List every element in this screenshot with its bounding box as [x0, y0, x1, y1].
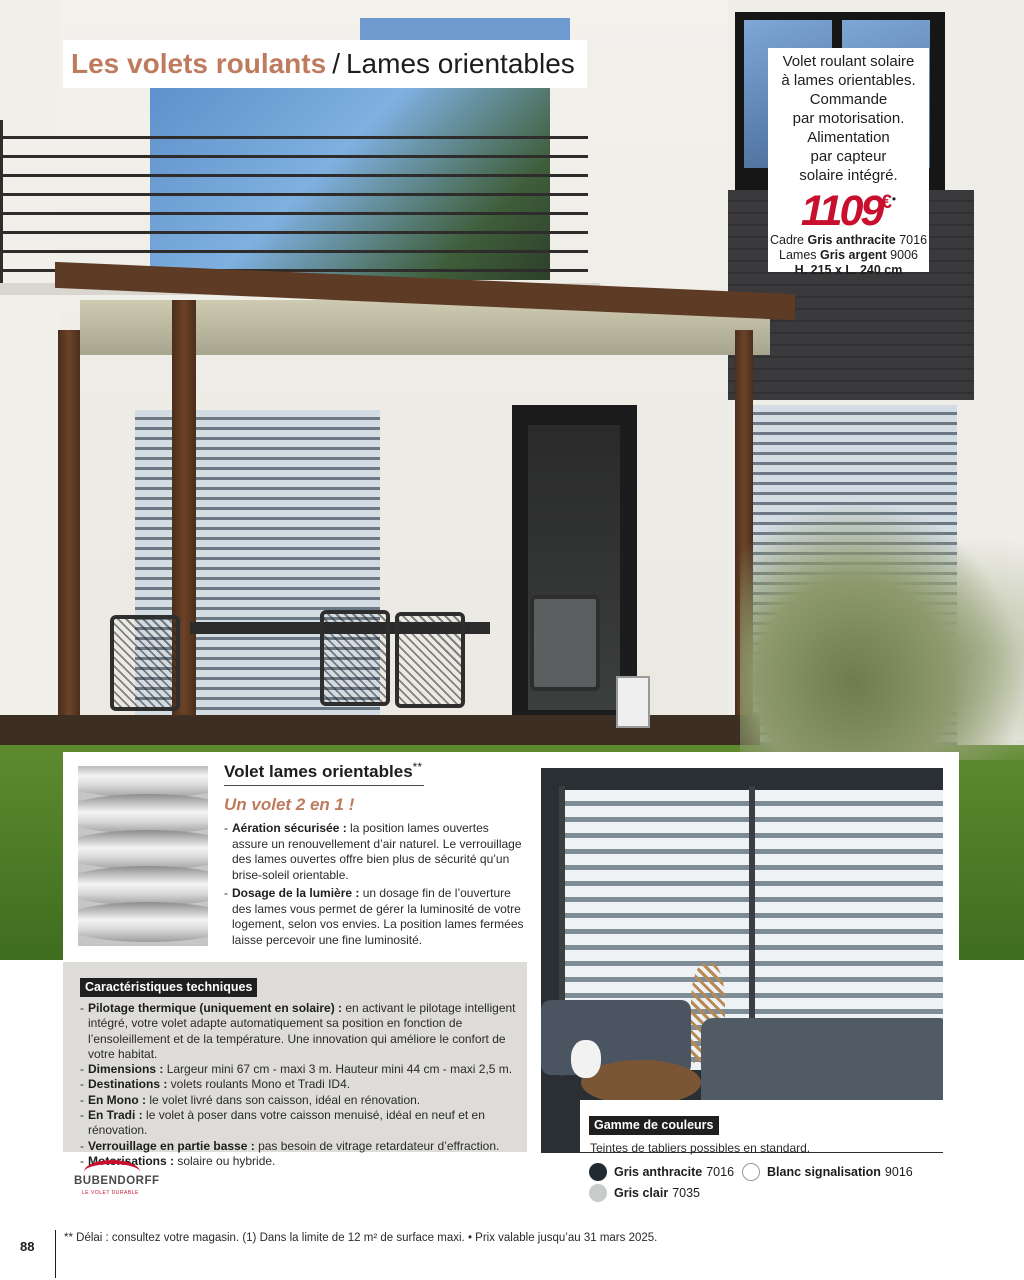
feature-bullet [224, 886, 524, 948]
offer-description-line: à lames orientables. [781, 72, 916, 89]
tech-spec-text: en activant le pilotage intelligent intégré, votre volet adapte automatiquement sa position en fonction de l’ensoleillement et de la température. Une innovation qui améliore le confort de votre habitat. [88, 1001, 516, 1061]
product-title [224, 762, 424, 786]
tech-spec-item [80, 1139, 520, 1154]
garden-chair [110, 615, 180, 711]
bullet-text [224, 886, 524, 948]
tech-spec-label: En Mono : [88, 1092, 146, 1107]
lounge-chair [530, 595, 600, 691]
tech-spec-label: Dimensions : [88, 1062, 164, 1077]
color-name: Gris anthracite [614, 1165, 703, 1179]
product-title-text: Volet lames orientables [224, 762, 413, 781]
product-title-marker: ** [412, 760, 422, 774]
spec-frame [768, 233, 929, 248]
color-swatch-dot [589, 1184, 607, 1202]
page-number: 88 [20, 1239, 35, 1254]
spec-value: Gris argent [820, 248, 887, 262]
bullet-dash: - [80, 1092, 84, 1107]
spec-code: 9006 [886, 248, 918, 262]
bullet-text [224, 821, 524, 883]
price-value: 1109 [800, 187, 882, 235]
slat [78, 830, 208, 870]
bullet-dash: - [80, 1108, 84, 1123]
tech-spec-item [80, 1093, 520, 1108]
page-title [63, 40, 587, 88]
tech-spec-item [80, 1077, 520, 1092]
price-footnote-marker: • [891, 192, 897, 206]
bullet-label: Aération sécurisée : [232, 821, 347, 835]
bullet-dash: - [80, 1001, 84, 1015]
ornamental-grass [740, 500, 1024, 760]
color-swatch-item [589, 1184, 700, 1202]
tech-spec-label: Verrouillage en partie basse : [88, 1138, 255, 1153]
color-swatch-item [589, 1163, 734, 1181]
tech-spec-text: le volet livré dans son caisson, idéal en rénovation. [145, 1092, 421, 1107]
title-separator: / [332, 48, 340, 79]
slat [78, 866, 208, 906]
tech-spec-text: solaire ou hybride. [174, 1153, 276, 1168]
pergola-post [58, 330, 80, 750]
spec-slats [768, 248, 929, 263]
decor-vase [571, 1040, 601, 1078]
tech-spec-label: Pilotage thermique (uniquement en solaire) : [88, 1001, 343, 1015]
offer-description-line: par motorisation. [792, 110, 905, 127]
bullet-dash: - [80, 1062, 84, 1077]
offer-description-line: par capteur [810, 148, 887, 165]
slat [78, 902, 208, 942]
tech-specs-list [80, 1001, 520, 1169]
offer-description-line: solaire intégré. [799, 167, 898, 184]
color-code: 7016 [706, 1165, 735, 1179]
bullet-dash: - [224, 886, 228, 900]
footer-divider [55, 1230, 56, 1278]
spec-dimensions [768, 263, 929, 278]
title-accent: Les volets roulants [71, 48, 327, 79]
footnote: ** Délai : consultez votre magasin. (1) Dans la limite de 12 m² de surface maxi. • Prix valable jusqu’au 31 mars 2025. [64, 1232, 658, 1244]
title-main: Lames orientables [345, 48, 575, 79]
offer-description [772, 52, 925, 185]
tech-spec-text: Largeur mini 67 cm - maxi 3 m. Hauteur mini 44 cm - maxi 2,5 m. [163, 1062, 513, 1077]
offer-description-line: Commande [809, 91, 888, 108]
tech-spec-item [80, 1062, 520, 1077]
tech-spec-item [80, 1001, 520, 1062]
spec-code: 7016 [895, 233, 928, 247]
spec-label: Lames [779, 248, 821, 262]
tech-spec-label: Motorisations : [88, 1153, 174, 1168]
bullet-label: Dosage de la lumière : [232, 886, 360, 900]
color-range-subtitle: Teintes de tabliers possibles en standard. [590, 1141, 811, 1155]
bullet-dash: - [224, 821, 228, 835]
logo-wordmark: BUBENDORFF [74, 1175, 160, 1187]
color-swatch-dot [742, 1163, 760, 1181]
bullet-dash: - [80, 1138, 84, 1153]
bullet-dash: - [80, 1077, 84, 1092]
color-name: Blanc signalisation [767, 1165, 881, 1179]
tech-spec-text: pas besoin de vitrage retardateur d’effraction. [254, 1138, 500, 1153]
spec-label: Cadre [769, 233, 808, 247]
tech-spec-text: volets roulants Mono et Tradi ID4. [167, 1077, 351, 1092]
interior-photo [541, 768, 943, 1153]
logo-tagline: LE VOLET DURABLE [82, 1190, 139, 1196]
color-code: 9016 [884, 1165, 913, 1179]
price [768, 187, 929, 233]
color-code: 7035 [672, 1186, 701, 1200]
lantern [616, 676, 650, 728]
feature-bullet [224, 821, 524, 883]
product-subtitle: Un volet 2 en 1 ! [224, 795, 355, 814]
tech-spec-item [80, 1108, 520, 1139]
color-name: Gris clair [614, 1186, 669, 1200]
color-swatch-dot [589, 1163, 607, 1181]
tech-spec-label: En Tradi : [88, 1108, 143, 1123]
price-currency: € [881, 192, 892, 213]
offer-description-line: Volet roulant solaire [782, 53, 915, 70]
brand-logo [74, 1160, 160, 1198]
bullet-body: un dosage fin de l’ouverture des lames vous permet de gérer la luminosité de votre logement, selon vos envies. La position lames fermées laisse percevoir une fine luminosité. [232, 886, 524, 947]
tech-spec-text: le volet à poser dans votre caisson menuisé, idéal en neuf et en rénovation. [88, 1108, 485, 1138]
slat-closeup-image [78, 766, 208, 946]
color-range-title: Gamme de couleurs [589, 1116, 719, 1135]
garden-chair [320, 610, 390, 706]
spec-value: H. 215 x L. 240 cm [794, 263, 903, 277]
garden-chair [395, 612, 465, 708]
offer-description-line: Alimentation [807, 129, 890, 146]
price-box [768, 48, 929, 277]
tech-specs-title: Caractéristiques techniques [80, 978, 257, 997]
spec-value: Gris anthracite [807, 233, 896, 247]
slat [78, 794, 208, 834]
bullet-body: la position lames ouvertes assure un renouvellement d’air naturel. Le verrouillage des lames ouvertes offre bien plus de sécurité qu’un brise-soleil orientable. [232, 821, 522, 882]
tech-spec-label: Destinations : [88, 1077, 168, 1092]
color-swatch-item [742, 1163, 913, 1181]
bullet-dash: - [80, 1153, 84, 1168]
house-wall [0, 0, 60, 760]
